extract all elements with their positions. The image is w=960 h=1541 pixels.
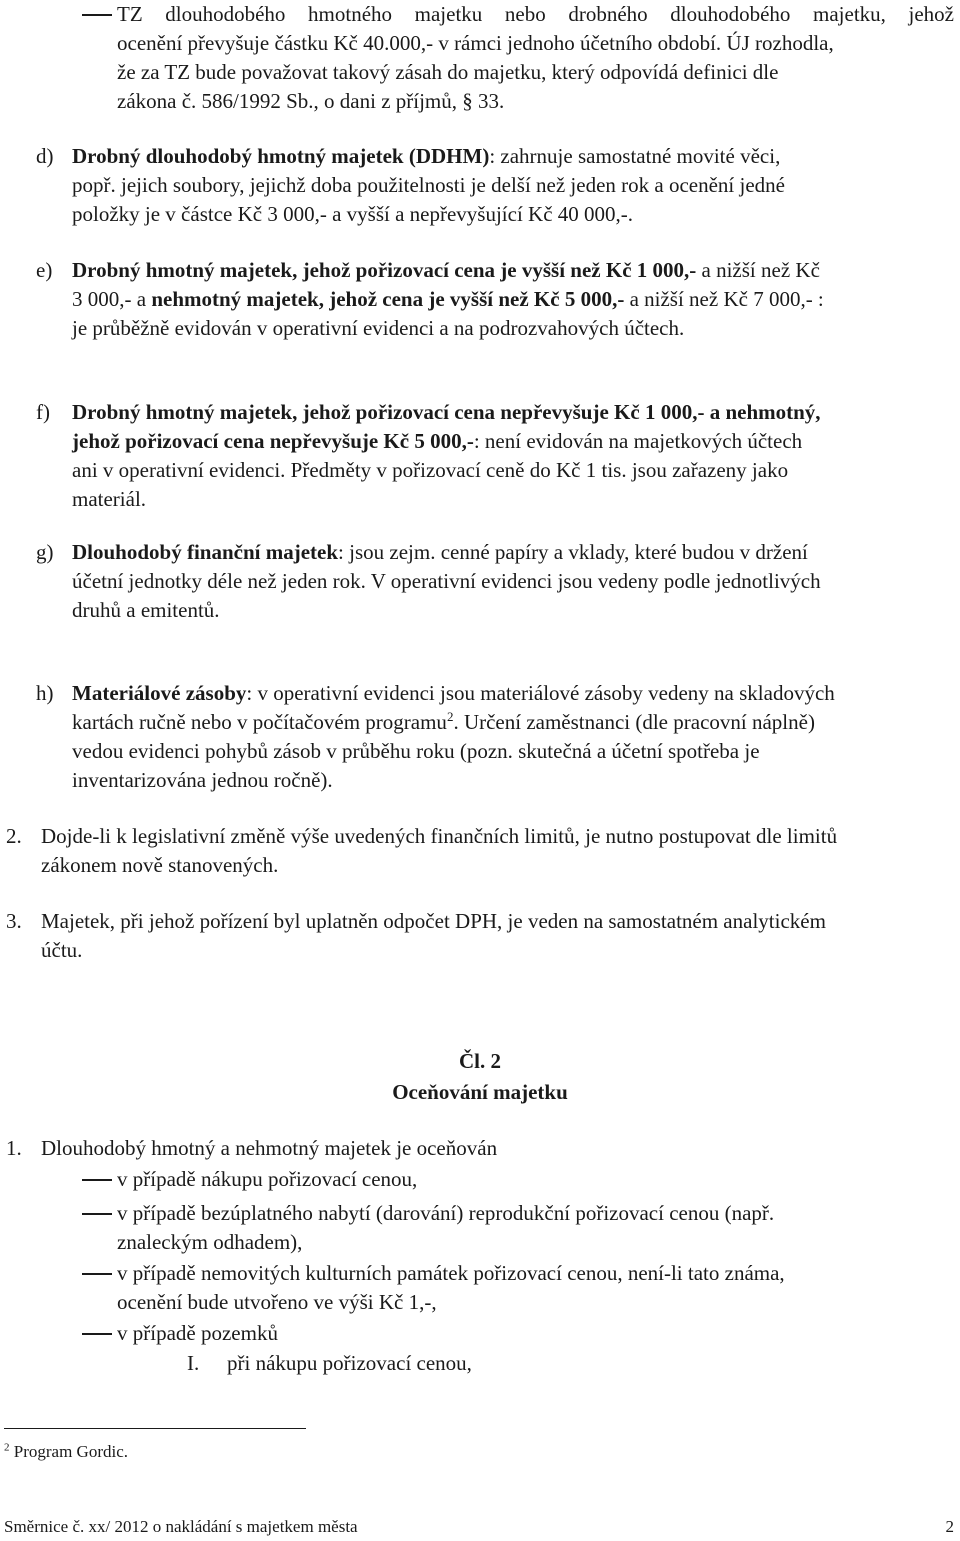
item-f-line-3: ani v operativní evidenci. Předměty v pořizovací ceně do Kč 1 tis. jsou zařazeny jako [72,458,789,482]
item-e-term-1: Drobný hmotný majetek, jehož pořizovací cena je vyšší než Kč 1 000,- [72,258,697,282]
item-3-label: 3. [6,909,22,933]
item-h-line-1 [72,679,956,708]
item-f-label: f) [36,400,50,424]
item-2-paragraph [41,822,956,880]
dash-item-monuments [82,1259,942,1317]
item-e-text-1: a nižší než Kč [696,258,820,282]
intro-line-1: TZ dlouhodobého hmotného majetku nebo drobného dlouhodobého majetku, jehož [117,2,954,26]
item-h-text-2b: . Určení zaměstnanci (dle pracovní náplně) [453,710,815,734]
item-h-text-1: : v operativní evidenci jsou materiálové zásoby vedeny na skladových [246,681,835,705]
item-d-line-3: položky je v částce Kč 3 000,- a vyšší a nepřevyšující Kč 40 000,-. [72,202,634,226]
dash-bullet [82,1333,112,1335]
item-h-paragraph [72,679,956,795]
dash-bullet [82,1213,112,1215]
item-e-term-2: nehmotný majetek, jehož cena je vyšší než Kč 5 000,- [151,287,625,311]
item-h-line-4: inventarizována jednou ročně). [72,768,333,792]
dash-item-line: v případě nákupu pořizovací cenou, [117,1167,418,1191]
item-g-text-1: : jsou zejm. cenné papíry a vklady, které budou v držení [338,540,808,564]
item-e-text-3: a nižší než Kč 7 000,- : [624,287,824,311]
item-g-line-2: účetní jednotky déle než jeden rok. V operativní evidenci jsou vedeny podle jednotlivých [72,569,821,593]
item-3-paragraph [41,907,956,965]
dash-item-line: znaleckým odhadem), [117,1230,303,1254]
item-g-line-3: druhů a emitentů. [72,598,220,622]
footer-page-number: 2 [945,1517,954,1536]
roman-item-text: při nákupu pořizovací cenou, [227,1351,472,1375]
item-d-text-1: : zahrnuje samostatné movité věci, [489,144,781,168]
roman-item-label: I. [187,1351,200,1375]
dash-item-line: v případě bezúplatného nabytí (darování) reprodukční pořizovací cenou (např. [117,1201,775,1225]
item-g-paragraph [72,538,956,625]
dash-item-line: v případě nemovitých kulturních památek pořizovací cenou, není-li tato známa, [117,1261,785,1285]
footer-document-title: Směrnice č. xx/ 2012 o nakládání s majetkem města [4,1517,358,1536]
dash-bullet [82,14,112,16]
item-d-line-1 [72,142,956,171]
intro-line-3: že za TZ bude považovat takový zásah do majetku, který odpovídá definici dle [117,60,779,84]
item-2-label: 2. [6,824,22,848]
item-g-label: g) [36,540,54,564]
item-g-line-1 [72,538,956,567]
dash-item-land [82,1319,942,1348]
item-f-line-2 [72,427,956,456]
item-2-line-1: Dojde-li k legislativní změně výše uvedených finančních limitů, je nutno postupovat dle limitů [41,824,838,848]
item-f-paragraph [72,398,956,514]
item-d-line-2: popř. jejich soubory, jejichž doba použitelnosti je delší než jeden rok a ocenění jedné [72,173,785,197]
footnote-separator [4,1428,306,1429]
intro-line-4: zákona č. 586/1992 Sb., o dani z příjmů, § 33. [117,89,505,113]
item-h-line-2 [72,708,956,737]
intro-line-2: ocenění převyšuje částku Kč 40.000,- v rámci jednoho účetního období. ÚJ rozhodla, [117,31,834,55]
item-h-label: h) [36,681,54,705]
item-e-line-2 [72,285,956,314]
item-g-term: Dlouhodobý finanční majetek [72,540,339,564]
item-h-line-3: vedou evidenci pohybů zásob v průběhu roku (pozn. skutečná a účetní spotřeba je [72,739,760,763]
item-f-line-4: materiál. [72,487,147,511]
item-e-line-3: je průběžně evidován v operativní evidenci a na podrozvahových účtech. [72,316,685,340]
item-d-term: Drobný dlouhodobý hmotný majetek (DDHM) [72,144,490,168]
item-d-paragraph [72,142,956,229]
dash-item-line: ocenění bude utvořeno ve výši Kč 1,-, [117,1290,437,1314]
item-f-term-2: jehož pořizovací cena nepřevyšuje Kč 5 000,- [72,429,474,453]
item-f-term-1: Drobný hmotný majetek, jehož pořizovací cena nepřevyšuje Kč 1 000,- a nehmotný, [72,400,821,424]
article-title: Oceňování majetku [392,1080,568,1104]
item-3-line-2: účtu. [41,938,83,962]
dash-item-purchase [82,1165,942,1194]
footnote [4,1442,128,1462]
item-1-label: 1. [6,1136,22,1160]
item-e-paragraph [72,256,956,343]
item-h-text-2a: kartách ručně nebo v počítačovém programu [72,710,447,734]
item-e-text-2: 3 000,- a [72,287,152,311]
item-f-line-1 [72,398,956,427]
item-3-line-1: Majetek, při jehož pořízení byl uplatněn odpočet DPH, je veden na samostatném analytickém [41,909,826,933]
item-e-label: e) [36,258,53,282]
footnote-marker: 2 [4,1441,10,1454]
item-d-label: d) [36,144,54,168]
item-2-line-2: zákonem nově stanovených. [41,853,279,877]
dash-bullet [82,1179,112,1181]
item-h-term: Materiálové zásoby [72,681,247,705]
footnote-text: Program Gordic. [9,1442,129,1461]
intro-dash-item [82,0,954,116]
dash-item-line: v případě pozemků [117,1321,278,1345]
item-1-text: Dlouhodobý hmotný a nehmotný majetek je oceňován [41,1136,498,1160]
item-f-text-2: : není evidován na majetkových účtech [473,429,803,453]
intro-paragraph [117,0,954,116]
item-e-line-1 [72,256,956,285]
dash-item-donation [82,1199,942,1257]
dash-bullet [82,1273,112,1275]
footnote-reference: 2 [446,709,454,724]
article-number: Čl. 2 [459,1049,501,1073]
